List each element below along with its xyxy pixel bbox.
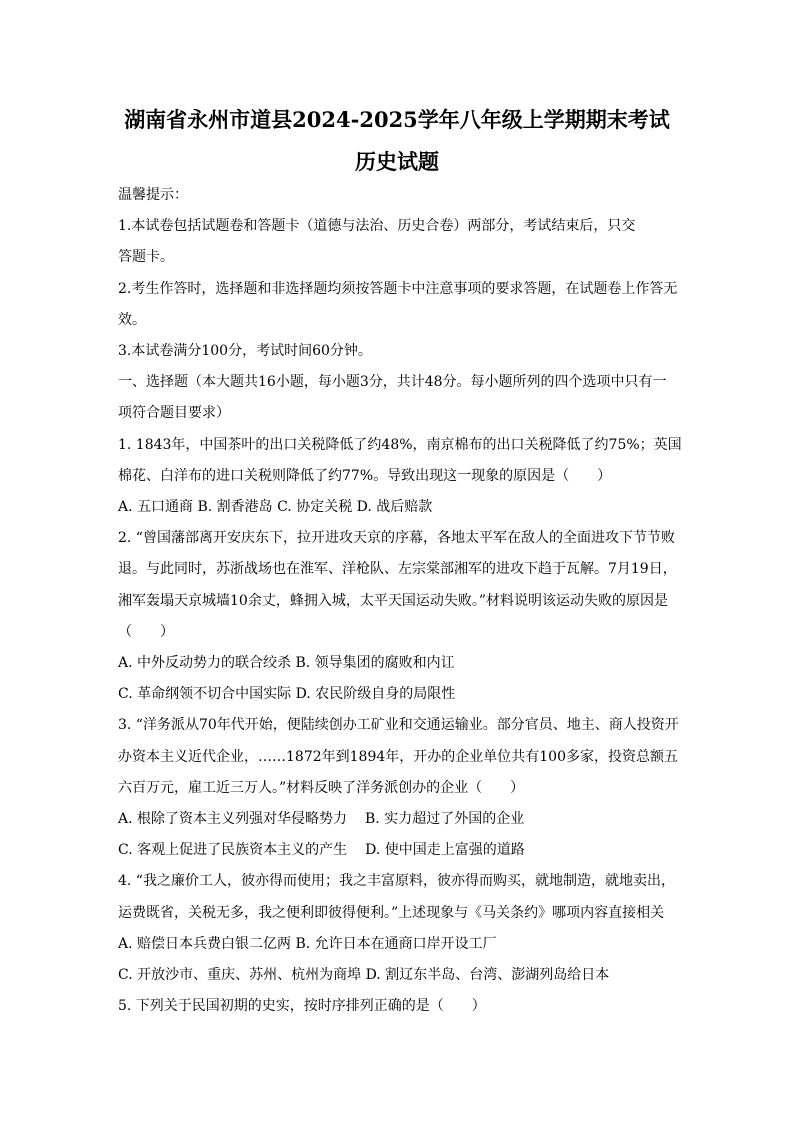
question-stem: 六百万元，雇工近三万人。”材料反映了洋务派创办的企业（ ） — [118, 780, 525, 796]
section-heading: 一、选择题（本大题共16小题，每小题3分，共计48分。每小题所列的四个选项中只有一 — [118, 374, 667, 390]
tip-line: 1.本试卷包括试题卷和答题卡（道德与法治、历史合卷）两部分，考试结束后，只交 — [118, 218, 636, 234]
question-options: A. 五口通商 B. 割香港岛 C. 协定关税 D. 战后赔款 — [118, 499, 433, 515]
question-stem: 1. 1843年，中国茶叶的出口关税降低了约48%，南京棉布的出口关税降低了约75%；英国 — [118, 437, 682, 453]
question-stem: 办资本主义近代企业，……1872年到1894年，开办的企业单位共有100多家，投资总额五 — [118, 749, 678, 765]
question-stem: 3. “洋务派从70年代开始，便陆续创办工矿业和交通运输业。部分官员、地主、商人投资开 — [118, 717, 679, 733]
option-a: A. 根除了资本主义列强对华侵略势力 — [118, 811, 348, 827]
tip-line: 3.本试卷满分100分，考试时间60分钟。 — [118, 343, 372, 359]
tips-heading: 温馨提示： — [118, 187, 188, 203]
question-stem: （ ） — [118, 624, 174, 640]
option-d: D. 使中国走上富强的道路 — [365, 842, 525, 858]
question-stem: 棉花、白洋布的进口关税则降低了约77%。导致出现这一现象的原因是（ ） — [118, 468, 612, 484]
option-c: C. 客观上促进了民族资本主义的产生 — [118, 842, 348, 858]
tip-line: 答题卡。 — [118, 249, 174, 265]
question-stem: 5. 下列关于民国初期的史实，按时序排列正确的是（ ） — [118, 998, 486, 1014]
question-stem: 退。与此同时，苏浙战场也在淮军、洋枪队、左宗棠部湘军的进攻下趋于瓦解。7月19日， — [118, 561, 677, 577]
question-stem: 湘军轰塌天京城墙10余丈，蜂拥入城，太平天国运动失败。”材料说明该运动失败的原因是 — [118, 593, 668, 609]
section-heading: 项符合题目要求） — [118, 405, 230, 421]
question-options: C. 开放沙市、重庆、苏州、杭州为商埠 D. 割辽东半岛、台湾、澎湖列岛给日本 — [118, 967, 610, 983]
question-options — [118, 841, 525, 859]
question-options: C. 革命纲领不切合中国实际 D. 农民阶级自身的局限性 — [118, 686, 456, 702]
question-options: A. 中外反动势力的联合绞杀 B. 领导集团的腐败和内讧 — [118, 655, 455, 671]
tip-line: 效。 — [118, 312, 146, 328]
exam-title: 湖南省永州市道县2024-2025学年八年级上学期期末考试 — [124, 107, 670, 132]
question-stem: 2. “曾国藩部离开安庆东下，拉开进攻天京的序幕，各地太平军在敌人的全面进攻下节节败 — [118, 530, 675, 546]
tip-line: 2.考生作答时，选择题和非选择题均须按答题卡中注意事项的要求答题，在试题卷上作答无 — [118, 281, 678, 297]
exam-subject-title: 历史试题 — [355, 149, 439, 174]
question-options: A. 赔偿日本兵费白银二亿两 B. 允许日本在通商口岸开设工厂 — [118, 936, 497, 952]
question-stem: 4. “我之廉价工人，彼亦得而使用；我之丰富原料，彼亦得而购买，就地制造，就地卖出， — [118, 873, 675, 889]
option-b: B. 实力超过了外国的企业 — [365, 811, 525, 827]
question-stem: 运费既省，关税无多，我之便利即彼得便利。”上述现象与《马关条约》哪项内容直接相关 — [118, 905, 665, 921]
question-options — [118, 810, 524, 828]
